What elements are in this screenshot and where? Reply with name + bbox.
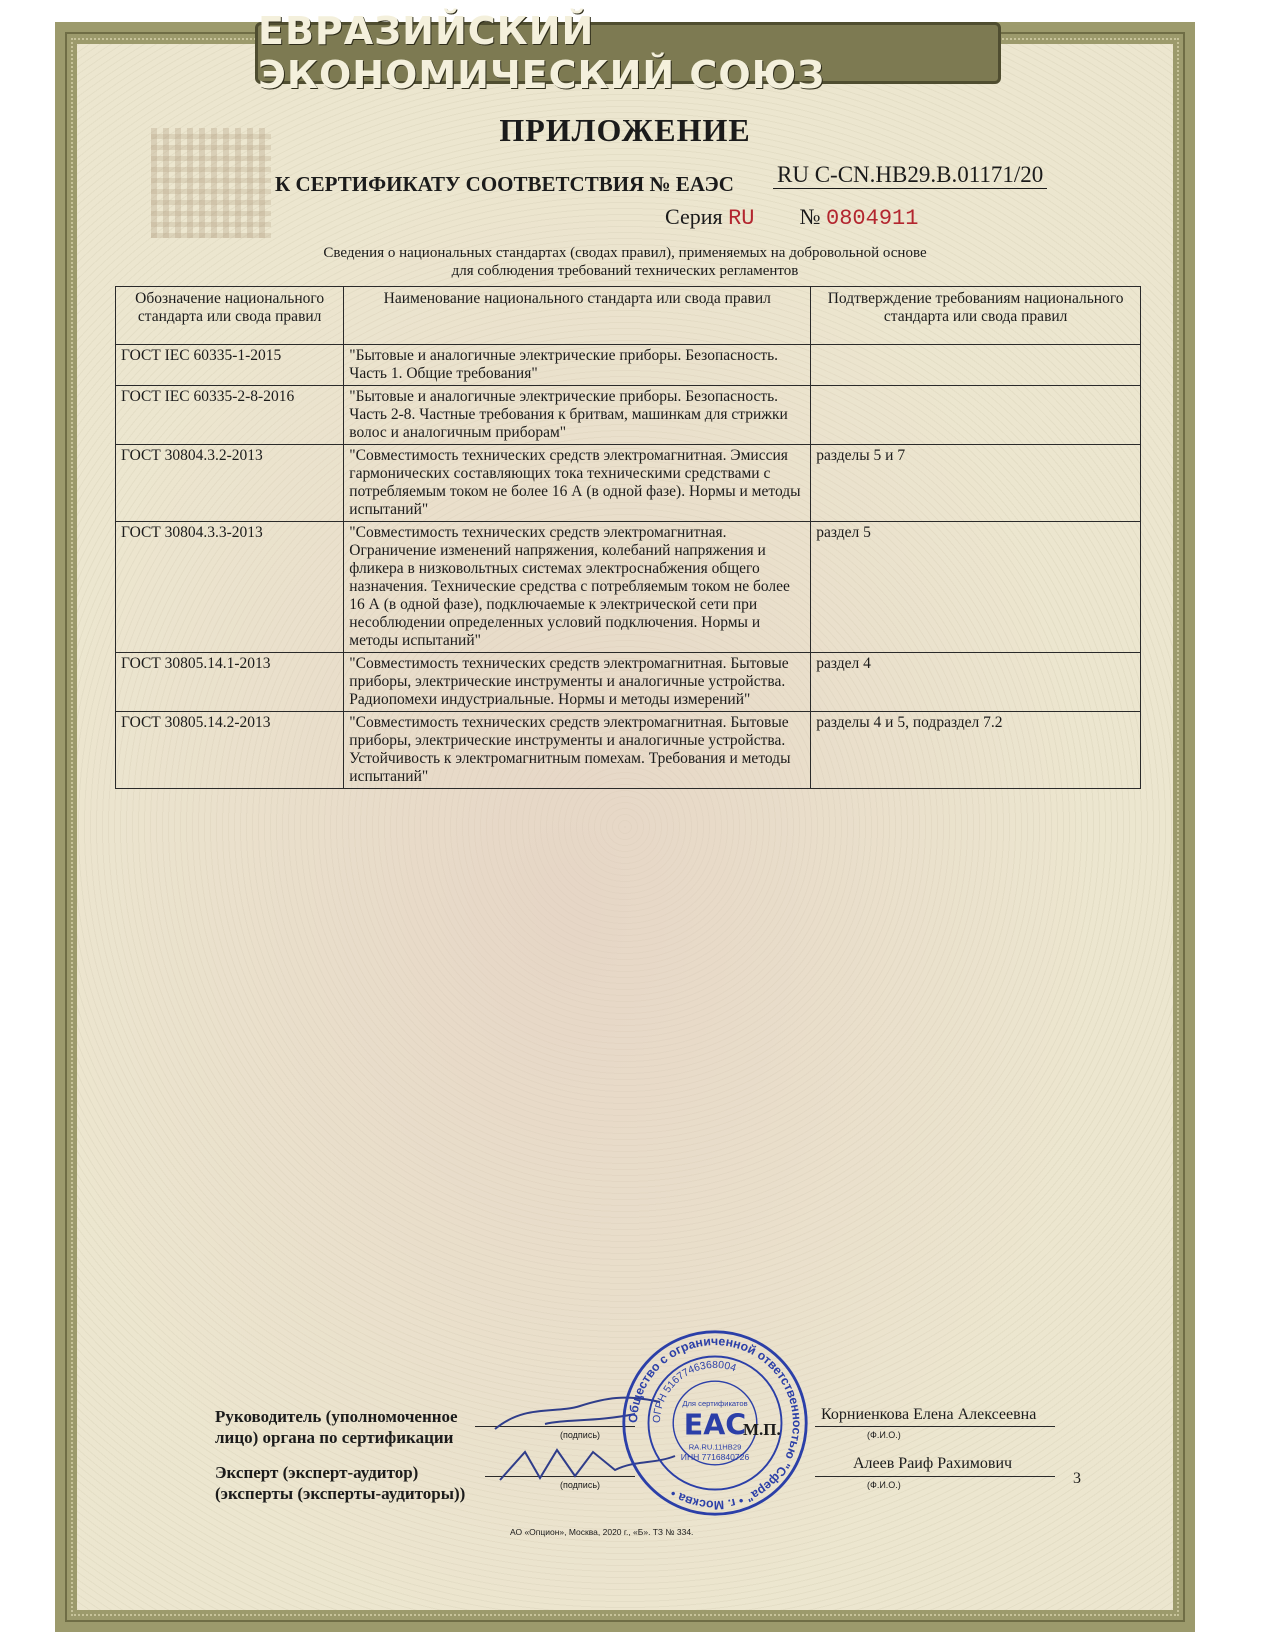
standard-name: "Совместимость технических средств электромагнитная. Бытовые приборы, электрические инструменты и аналогичные устройства. Устойчивость к электромагнитным помехам. Требования и методы испытаний" — [344, 712, 811, 789]
stamp-center-mark: ЕАС — [683, 1408, 747, 1442]
standard-name: "Бытовые и аналогичные электрические приборы. Безопасность. Часть 1. Общие требования" — [344, 345, 811, 386]
expert-name-line — [815, 1476, 1055, 1477]
standard-confirmation: разделы 4 и 5, подраздел 7.2 — [811, 712, 1141, 789]
standard-name: "Совместимость технических средств электромагнитная. Эмиссия гармонических составляющих тока техническими средствами с потребляемым током не более 16 А (в одной фазе). Нормы и методы испытаний" — [344, 445, 811, 522]
head-label-line-1: Руководитель (уполномоченное — [215, 1407, 458, 1426]
standard-confirmation — [811, 345, 1141, 386]
expert-signatory-label — [215, 1462, 465, 1504]
organization-stamp-icon — [620, 1328, 810, 1518]
number-value: 0804911 — [826, 206, 919, 231]
stamp-inner-small: Для сертификатов — [682, 1398, 748, 1408]
certificate-sheet — [55, 9, 1195, 1632]
head-name-caption: (Ф.И.О.) — [867, 1430, 901, 1440]
stamp-place-label: М.П. — [743, 1420, 781, 1439]
standard-confirmation: раздел 5 — [811, 522, 1141, 653]
table-header-row — [116, 287, 1141, 345]
number-label: № — [799, 204, 821, 229]
standard-confirmation: раздел 4 — [811, 653, 1141, 712]
series-row — [665, 204, 918, 231]
head-sign-caption: (подпись) — [560, 1430, 601, 1440]
expert-label-line-2: (эксперты (эксперты-аудиторы)) — [215, 1484, 466, 1503]
expert-label-line-1: Эксперт (эксперт-аудитор) — [215, 1463, 419, 1482]
standard-code: ГОСТ IEC 60335-1-2015 — [116, 345, 344, 386]
stamp-inner-text: ОГРН 5167746368004 — [651, 1359, 738, 1424]
column-header-code: Обозначение национального стандарта или свода правил — [116, 287, 344, 345]
certificate-number: RU C-CN.НВ29.В.01171/20 — [773, 162, 1047, 189]
stamp-inner-inn: ИНН 7716840726 — [680, 1452, 750, 1463]
standard-name: "Совместимость технических средств электромагнитная. Бытовые приборы, электрические инструменты и аналогичные устройства. Радиопомехи индустриальные. Нормы и методы измерений" — [344, 653, 811, 712]
header-title: ЕВРАЗИЙСКИЙ ЭКОНОМИЧЕСКИЙ СОЮЗ — [258, 9, 826, 97]
head-label-line-2: лицо) органа по сертификации — [215, 1428, 454, 1447]
table-row — [116, 345, 1141, 386]
standard-code: ГОСТ 30805.14.2-2013 — [116, 712, 344, 789]
page-title: ПРИЛОЖЕНИЕ — [499, 112, 751, 148]
intro-text — [55, 244, 1195, 280]
table-row — [116, 522, 1141, 653]
head-signatory-label — [215, 1406, 458, 1448]
table-row — [116, 653, 1141, 712]
head-name-line — [815, 1426, 1055, 1427]
expert-name-caption: (Ф.И.О.) — [867, 1480, 901, 1490]
table-row — [116, 445, 1141, 522]
standards-table — [115, 286, 1141, 789]
column-header-confirmation: Подтверждение требованиям национального стандарта или свода правил — [811, 287, 1141, 345]
intro-line-2: для соблюдения требований технических регламентов — [451, 263, 799, 279]
table-row — [116, 712, 1141, 789]
standard-name: "Совместимость технических средств электромагнитная. Ограничение изменений напряжения, колебаний напряжения и фликера в низковольтных системах электроснабжения общего назначения. Технические средства с потребляемым током не более 16 А (в одной фазе), подключаемые к электрической сети при несоблюдении определенных условий подключения. Нормы и методы испытаний" — [344, 522, 811, 653]
expert-sign-caption: (подпись) — [560, 1480, 601, 1490]
standard-name: "Бытовые и аналогичные электрические приборы. Безопасность. Часть 2-8. Частные требования к бритвам, машинкам для стрижки волос и аналогичным приборам" — [344, 386, 811, 445]
series-value: RU — [728, 206, 755, 231]
standard-code: ГОСТ 30805.14.1-2013 — [116, 653, 344, 712]
stamp-ring-text: Общество с ограниченной ответственностью "Сфера" • г. Москва • — [625, 1334, 804, 1513]
column-header-name: Наименование национального стандарта или свода правил — [344, 287, 811, 345]
series-label: Серия — [665, 204, 723, 229]
printer-note: АО «Опцион», Москва, 2020 г., «Б». ТЗ № 334. — [510, 1527, 694, 1537]
certificate-subtitle: К СЕРТИФИКАТУ СООТВЕТСТВИЯ № ЕАЭС — [275, 172, 734, 196]
standard-code: ГОСТ 30804.3.3-2013 — [116, 522, 344, 653]
header-band — [255, 9, 1001, 97]
head-name: Корниенкова Елена Алексеевна — [821, 1406, 1037, 1423]
standard-confirmation: разделы 5 и 7 — [811, 445, 1141, 522]
stamp-inner-ra: RA.RU.11НВ29 — [688, 1442, 742, 1452]
standard-confirmation — [811, 386, 1141, 445]
table-row — [116, 386, 1141, 445]
standard-code: ГОСТ 30804.3.2-2013 — [116, 445, 344, 522]
intro-line-1: Сведения о национальных стандартах (сводах правил), применяемых на добровольной основе — [323, 245, 927, 261]
standard-code: ГОСТ IEC 60335-2-8-2016 — [116, 386, 344, 445]
page-number: 3 — [1073, 1470, 1081, 1487]
expert-name: Алеев Раиф Рахимович — [853, 1455, 1013, 1472]
